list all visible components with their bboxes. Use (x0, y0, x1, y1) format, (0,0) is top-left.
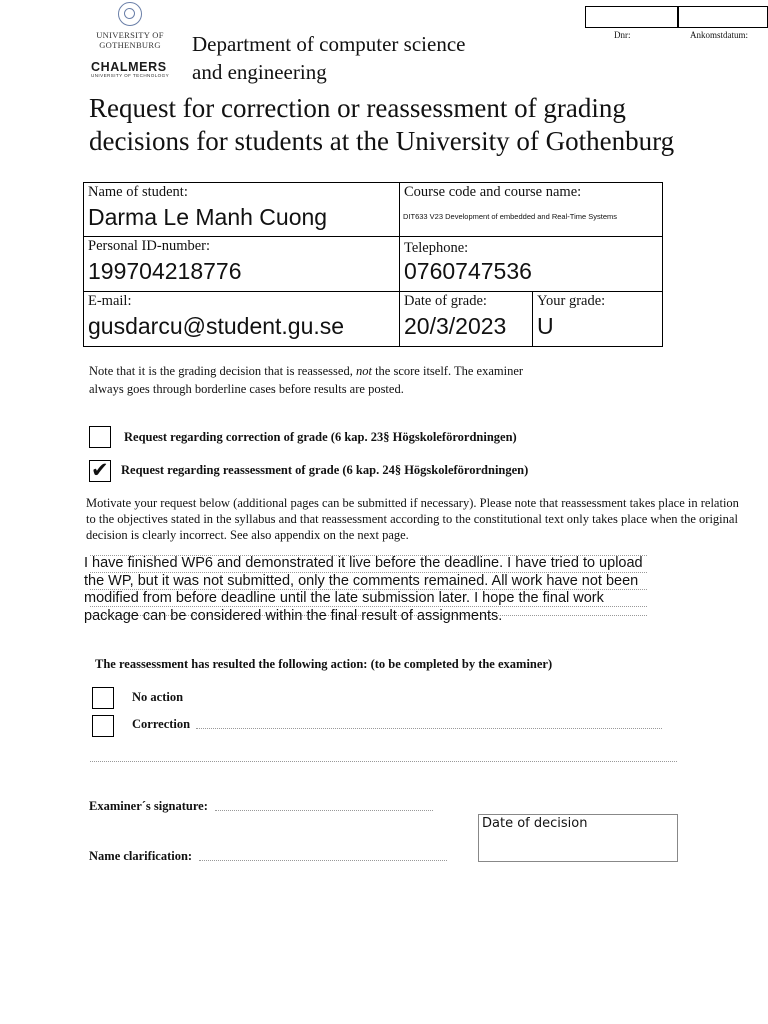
email-value: gusdarcu@student.gu.se (88, 313, 345, 339)
title-line-1: Request for correction or reassessment of grading (89, 93, 626, 123)
examiner-correction-checkbox[interactable] (92, 715, 114, 737)
email-label: E-mail: (88, 293, 132, 309)
student-name-value: Darma Le Manh Cuong (88, 204, 328, 230)
motivation-answer[interactable]: I have finished WP6 and demonstrated it live before the deadline. I have tried to upload the WP, but it was not submitted, only the comments remained. All work have not been modified from before deadline until the late submission later. I hope the final work package can be considered within the final result of assignments. (84, 555, 643, 624)
examiner-signature-line[interactable] (215, 810, 433, 811)
chalmers-name: CHALMERS (91, 60, 167, 74)
dnr-box[interactable] (585, 6, 679, 28)
title-line-2: decisions for students at the University of Gothenburg (89, 126, 675, 156)
personal-id-cell[interactable] (83, 236, 400, 292)
date-of-decision-label: Date of decision (482, 816, 588, 831)
examiner-action-heading: The reassessment has resulted the following action: (to be completed by the examiner) (95, 657, 553, 671)
email-cell[interactable] (83, 291, 400, 347)
chalmers-subtitle: UNIVERSITY OF TECHNOLOGY (91, 73, 170, 78)
note-emphasis: not (355, 364, 372, 378)
note-text-after: the score itself. The examiner always goes through borderline cases before results are posted. (89, 364, 524, 396)
correction-checkbox[interactable] (89, 426, 111, 448)
chalmers-logo (91, 60, 171, 78)
course-cell[interactable] (399, 182, 663, 237)
no-action-label: No action (132, 690, 184, 704)
reassessment-checkbox[interactable] (89, 460, 111, 482)
student-name-cell[interactable] (83, 182, 400, 237)
gu-seal-icon (118, 2, 142, 26)
no-action-checkbox[interactable] (92, 687, 114, 709)
arrival-date-label: Ankomstdatum: (690, 30, 748, 40)
department-line-2: and engineering (192, 60, 327, 84)
grade-date-label: Date of grade: (404, 293, 487, 309)
department-name (192, 30, 465, 86)
date-of-decision-box[interactable] (478, 814, 678, 862)
personal-id-label: Personal ID-number: (88, 238, 211, 254)
your-grade-value: U (537, 313, 554, 339)
reassessment-note (89, 362, 549, 398)
examiner-note-line[interactable] (90, 761, 677, 762)
motivation-instructions: Motivate your request below (additional pages can be submitted if necessary). Please note that reassessment takes place in relation to the objectives stated in the syllabus and that reassessment according to the constitutional text only takes place when the original decision is clearly incorrect. See also appendix on the next page. (86, 496, 739, 542)
course-label: Course code and course name: (404, 184, 582, 200)
checkmark-icon: ✔ (91, 458, 109, 482)
department-line-1: Department of computer science (192, 32, 466, 56)
your-grade-label: Your grade: (537, 293, 606, 309)
reassessment-request-label: Request regarding reassessment of grade (6 kap. 24§ Högskoleförordningen) (121, 463, 529, 477)
gu-logo-text: UNIVERSITY OF GOTHENBURG (96, 30, 164, 50)
personal-id-value: 199704218776 (88, 258, 242, 284)
arrival-date-box[interactable] (677, 6, 768, 28)
grade-date-value: 20/3/2023 (404, 313, 507, 339)
correction-request-label: Request regarding correction of grade (6 kap. 23§ Högskoleförordningen) (124, 430, 517, 444)
note-text-before: Note that it is the grading decision that is reassessed, (89, 364, 356, 378)
telephone-value: 0760747536 (404, 258, 532, 284)
telephone-cell[interactable] (399, 236, 663, 292)
name-clarification-label: Name clarification: (89, 849, 193, 863)
examiner-correction-label: Correction (132, 717, 191, 731)
correction-fill-line[interactable] (196, 728, 662, 729)
student-name-label: Name of student: (88, 184, 188, 200)
telephone-label: Telephone: (404, 240, 469, 256)
grade-date-cell[interactable] (399, 291, 533, 347)
course-value: DIT633 V23 Development of embedded and Real-Time Systems (403, 212, 617, 221)
name-clarification-line[interactable] (199, 860, 447, 861)
page-title (89, 92, 739, 158)
examiner-signature-label: Examiner´s signature: (89, 799, 208, 813)
your-grade-cell[interactable] (532, 291, 663, 347)
gu-logo (95, 2, 165, 50)
dnr-label: Dnr: (614, 30, 631, 40)
